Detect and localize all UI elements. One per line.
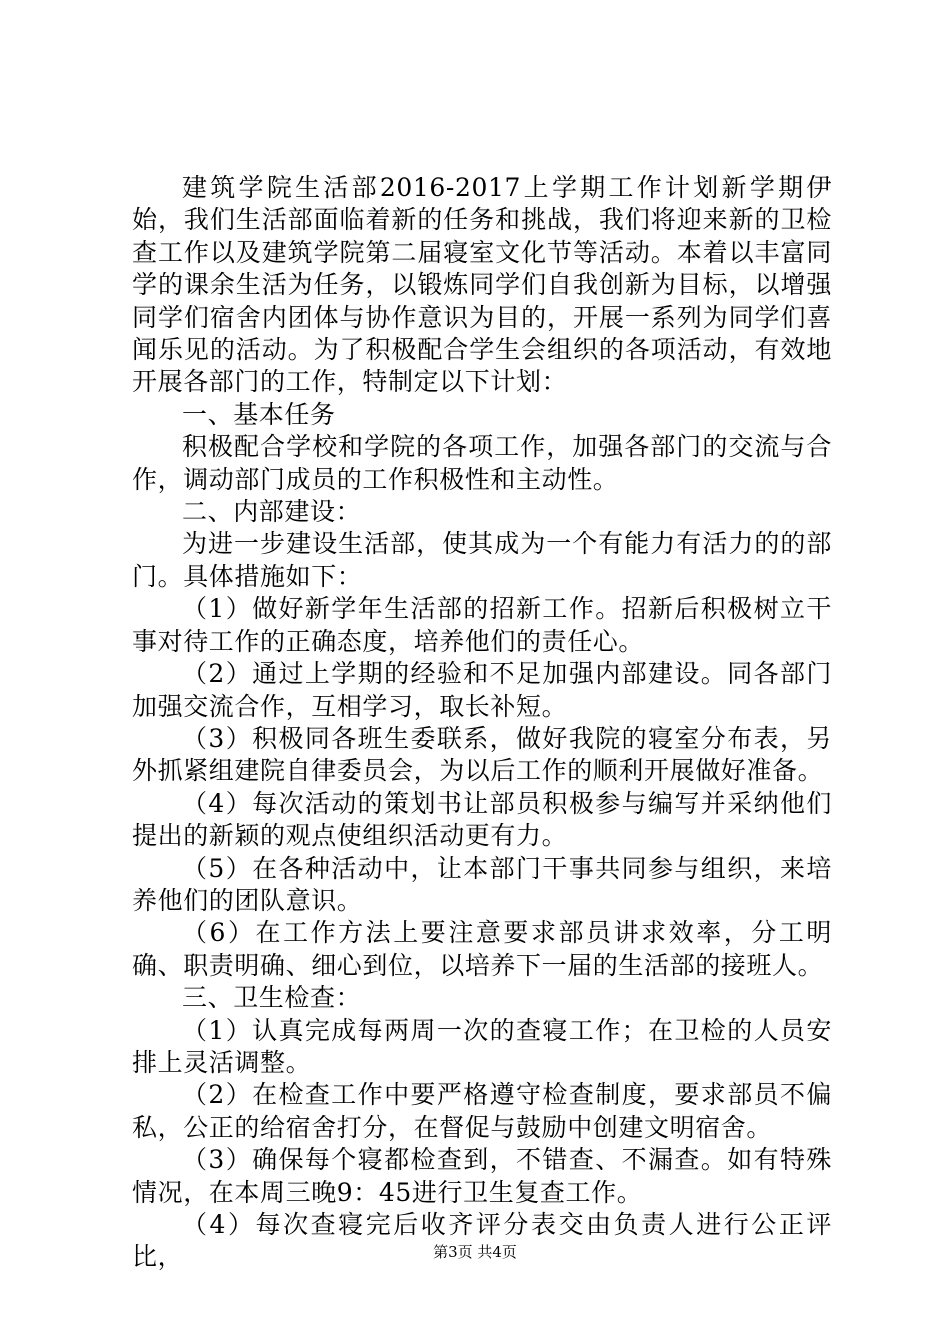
internal-item-6: （6）在工作方法上要注意要求部员讲求效率，分工明确、职责明确、细心到位，以培养下一届的生活部的接班人。 xyxy=(132,918,832,980)
section-heading-hygiene-inspection: 三、卫生检查： xyxy=(182,983,362,1013)
page-footer: 第3页 共4页 xyxy=(433,1243,517,1261)
hygiene-item-1: （1）认真完成每两周一次的查寝工作；在卫检的人员安排上灵活调整。 xyxy=(132,1015,832,1077)
section-heading-basic-tasks: 一、基本任务 xyxy=(182,399,336,429)
hygiene-item-2: （2）在检查工作中要严格遵守检查制度，要求部员不偏私，公正的给宿舍打分，在督促与鼓励中创建文明宿舍。 xyxy=(132,1080,832,1142)
hygiene-item-3: （3）确保每个寝都检查到，不错查、不漏查。如有特殊情况，在本周三晚9：45进行卫生复查工作。 xyxy=(132,1145,832,1207)
hygiene-item-4: （4）每次查寝完后收齐评分表交由负责人进行公正评比， xyxy=(132,1210,832,1272)
internal-item-2: （2）通过上学期的经验和不足加强内部建设。同各部门加强交流合作，互相学习，取长补短。 xyxy=(132,659,832,721)
internal-item-3: （3）积极同各班生委联系，做好我院的寝室分布表，另外抓紧组建院自律委员会，为以后工作的顺利开展做好准备。 xyxy=(132,723,832,786)
section-heading-internal-construction: 二、内部建设： xyxy=(182,497,362,527)
internal-item-1: （1）做好新学年生活部的招新工作。招新后积极树立干事对待工作的正确态度，培养他们的责任心。 xyxy=(132,594,832,656)
internal-construction-paragraph: 为进一步建设生活部，使其成为一个有能力有活力的的部门。具体措施如下： xyxy=(132,529,832,591)
basic-tasks-paragraph: 积极配合学校和学院的各项工作，加强各部门的交流与合作，调动部门成员的工作积极性和主动性。 xyxy=(132,432,832,494)
document-body xyxy=(132,172,832,1274)
internal-item-4: （4）每次活动的策划书让部员积极参与编写并采纳他们提出的新颖的观点使组织活动更有力。 xyxy=(132,788,832,851)
internal-item-5: （5）在各种活动中，让本部门干事共同参与组织，来培养他们的团队意识。 xyxy=(132,853,832,915)
intro-paragraph: 建筑学院生活部2016-2017上学期工作计划新学期伊始，我们生活部面临着新的任务和挑战，我们将迎来新的卫检查工作以及建筑学院第二届寝室文化节等活动。本着以丰富同学的课余生活为任务，以锻炼同学们自我创新为目标，以增强同学们宿舍内团体与协作意识为目的，开展一系列为同学们喜闻乐见的活动。为了积极配合学生会组织的各项活动，有效地开展各部门的工作，特制定以下计划： xyxy=(132,173,832,397)
